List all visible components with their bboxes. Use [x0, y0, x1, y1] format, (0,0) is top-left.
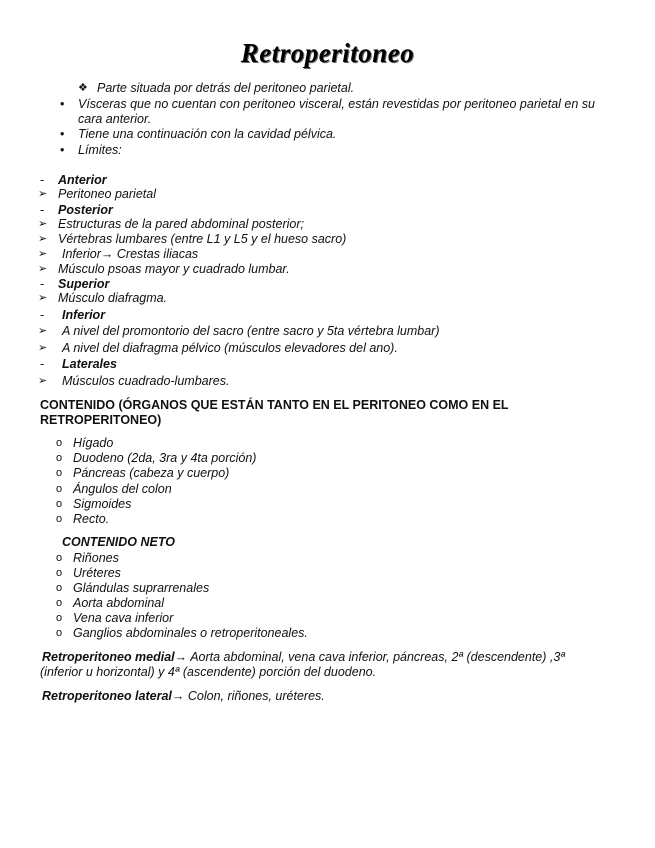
contenido-neto-item: Riñones — [73, 551, 119, 565]
lateral-text: Colon, riñones, uréteres. — [187, 689, 325, 703]
posterior-inferior-value: Crestas iliacas — [116, 247, 199, 261]
circle-bullet-icon: o — [56, 467, 63, 479]
circle-bullet-icon: o — [56, 513, 63, 525]
lateral-label: Retroperitoneo lateral — [42, 689, 172, 703]
posterior-inferior-label: Inferior — [62, 247, 101, 261]
arrow-bullet-icon: ➢ — [38, 325, 48, 337]
contenido-neto-heading: CONTENIDO NETO — [62, 535, 175, 549]
medial-line — [42, 649, 565, 665]
contenido-item: Recto. — [73, 512, 110, 526]
contenido-neto-item: Uréteres — [73, 566, 121, 580]
circle-bullet-icon: o — [56, 597, 63, 609]
dash-icon: - — [40, 203, 45, 217]
anterior-heading: Anterior — [58, 173, 107, 187]
dash-icon: - — [40, 357, 45, 371]
arrow-bullet-icon: ➢ — [38, 342, 48, 354]
contenido-item: Duodeno (2da, 3ra y 4ta porción) — [73, 451, 257, 465]
posterior-item-inferior-label — [62, 246, 198, 262]
inferior-item: A nivel del promontorio del sacro (entre sacro y 5ta vértebra lumbar) — [62, 324, 440, 338]
intro-bullet-2: Tiene una continuación con la cavidad pélvica. — [78, 127, 337, 141]
arrow-bullet-icon: ➢ — [38, 375, 48, 387]
bullet-icon: • — [60, 127, 65, 141]
bullet-icon: • — [60, 97, 65, 111]
inferior-item: A nivel del diafragma pélvico (músculos elevadores del ano). — [62, 341, 398, 355]
circle-bullet-icon: o — [56, 437, 63, 449]
contenido-item: Ángulos del colon — [73, 482, 172, 496]
intro-bullet-1: Vísceras que no cuentan con peritoneo visceral, están revestidas por peritoneo parietal en su — [78, 97, 595, 111]
contenido-heading-cont: RETROPERITONEO) — [40, 413, 162, 427]
contenido-item: Sigmoides — [73, 497, 132, 511]
superior-item: Músculo diafragma. — [58, 291, 168, 305]
dash-icon: - — [40, 173, 45, 187]
circle-bullet-icon: o — [56, 552, 63, 564]
circle-bullet-icon: o — [56, 498, 63, 510]
posterior-item: Vértebras lumbares (entre L1 y L5 y el hueso sacro) — [58, 232, 347, 246]
laterales-item: Músculos cuadrado-lumbares. — [62, 374, 230, 388]
bullet-icon: • — [60, 143, 65, 157]
arrow-bullet-icon: ➢ — [38, 248, 48, 260]
intro-bullet-3: Límites: — [78, 143, 122, 157]
circle-bullet-icon: o — [56, 582, 63, 594]
inferior-heading: Inferior — [62, 308, 106, 322]
page-title: Retroperitoneo — [240, 38, 415, 68]
right-arrow-icon: → — [100, 247, 114, 261]
contenido-neto-item: Glándulas suprarrenales — [73, 581, 210, 595]
circle-bullet-icon: o — [56, 612, 63, 624]
medial-text-cont: (inferior u horizontal) y 4ª (ascendente) porción del duodeno. — [40, 665, 377, 679]
contenido-neto-item: Ganglios abdominales o retroperitoneales. — [73, 626, 308, 640]
arrow-bullet-icon: ➢ — [38, 263, 48, 275]
circle-bullet-icon: o — [56, 627, 63, 639]
contenido-item: Hígado — [73, 436, 114, 450]
laterales-heading: Laterales — [62, 357, 117, 371]
lateral-line — [42, 688, 325, 704]
contenido-neto-item: Vena cava inferior — [73, 611, 174, 625]
dash-icon: - — [40, 277, 45, 291]
arrow-bullet-icon: ➢ — [38, 188, 48, 200]
intro-bullet-1-cont: cara anterior. — [78, 112, 152, 126]
arrow-bullet-icon: ➢ — [38, 292, 48, 304]
anterior-item: Peritoneo parietal — [58, 187, 156, 201]
posterior-item: Músculo psoas mayor y cuadrado lumbar. — [58, 262, 290, 276]
posterior-item: Estructuras de la pared abdominal posterior; — [58, 217, 304, 231]
contenido-item: Páncreas (cabeza y cuerpo) — [73, 466, 230, 480]
posterior-heading: Posterior — [58, 203, 113, 217]
diamond-bullet-icon: ❖ — [78, 82, 88, 94]
right-arrow-icon: → — [174, 650, 188, 664]
dash-icon: - — [40, 308, 45, 322]
arrow-bullet-icon: ➢ — [38, 218, 48, 230]
medial-text: Aorta abdominal, vena cava inferior, páncreas, 2ª (descendente) ,3ª — [190, 650, 565, 664]
circle-bullet-icon: o — [56, 483, 63, 495]
arrow-bullet-icon: ➢ — [38, 233, 48, 245]
right-arrow-icon: → — [171, 689, 185, 703]
contenido-heading: CONTENIDO (ÓRGANOS QUE ESTÁN TANTO EN EL PERITONEO COMO EN EL — [40, 398, 509, 412]
circle-bullet-icon: o — [56, 452, 63, 464]
medial-label: Retroperitoneo medial — [42, 650, 175, 664]
contenido-neto-item: Aorta abdominal — [73, 596, 165, 610]
intro-diamond-item: Parte situada por detrás del peritoneo parietal. — [97, 81, 355, 95]
superior-heading: Superior — [58, 277, 110, 291]
circle-bullet-icon: o — [56, 567, 63, 579]
